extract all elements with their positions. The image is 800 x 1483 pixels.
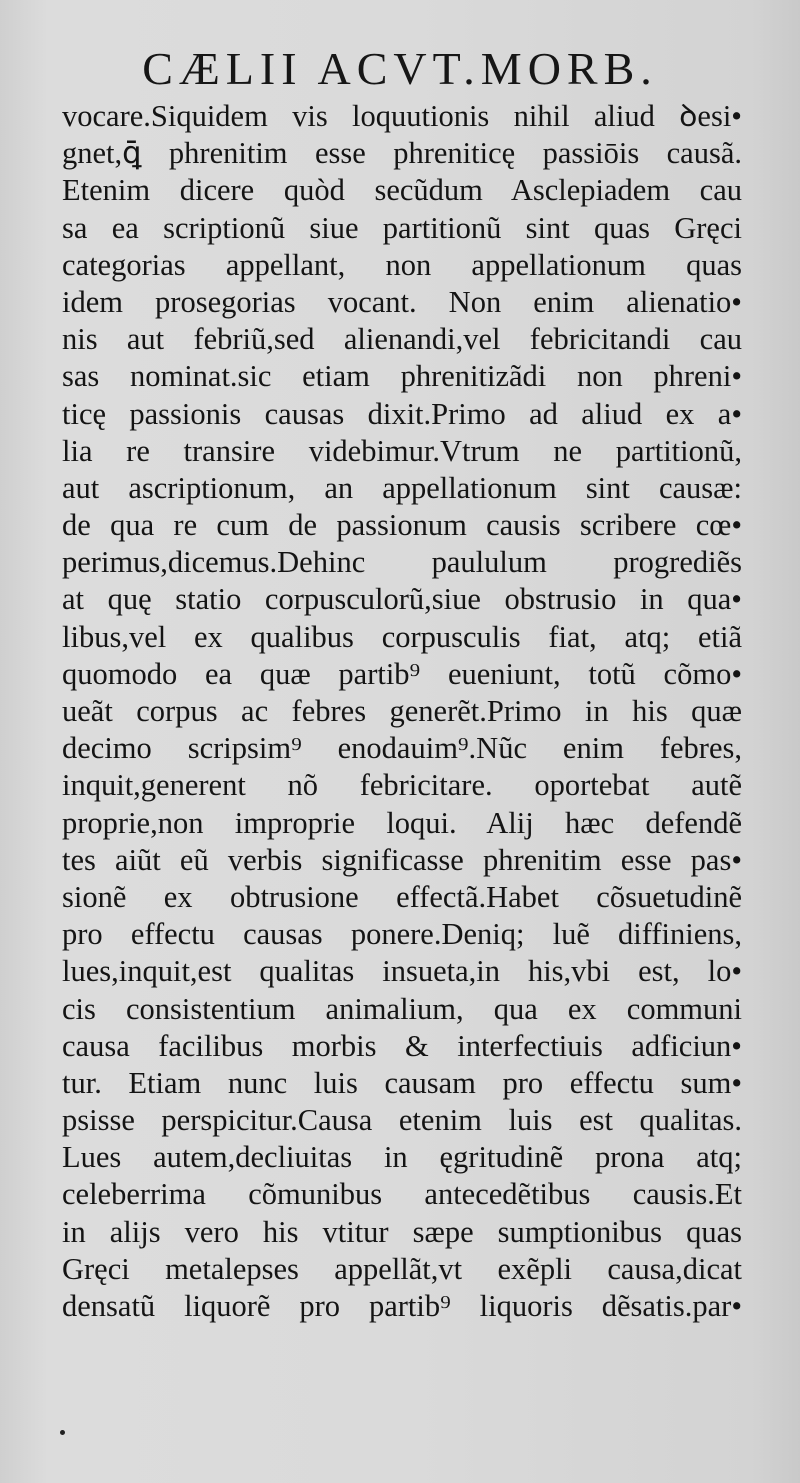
text-line: celeberrima cõmunibus antecedẽtibus causis.Et <box>62 1177 742 1212</box>
text-line: sa ea scriptionũ siue partitionũ sint quas Gręci <box>62 210 742 245</box>
text-line: tur. Etiam nunc luis causam pro effectu sum• <box>62 1065 742 1100</box>
text-line: aut ascriptionum, an appellationum sint causæ: <box>62 470 742 505</box>
text-line: causa facilibus morbis & interfectiuis adficiun• <box>62 1028 742 1063</box>
text-line: Lues autem,decliuitas in ęgritudinẽ prona atq; <box>62 1140 742 1175</box>
text-line: quomodo ea quæ partib⁹ eueniunt, totũ cõmo• <box>62 656 742 691</box>
text-line: densatũ liquorẽ pro partib⁹ liquoris dẽsatis.par• <box>62 1289 742 1323</box>
text-line: proprie,non improprie loqui. Alij hæc defendẽ <box>62 805 742 840</box>
text-line: sas nominat.sic etiam phrenitizãdi non phreni• <box>62 359 742 394</box>
text-line: ueãt corpus ac febres generẽt.Primo in his quæ <box>62 694 742 728</box>
running-head: CÆLII ACVT.MORB. <box>142 43 658 94</box>
text-line: libus,vel ex qualibus corpusculis fiat, atq; etiã <box>62 619 742 654</box>
text-line: at quę statio corpusculorũ,siue obstrusio in qua• <box>62 582 742 617</box>
body-text <box>62 98 742 1325</box>
text-line: Etenim dicere quòd secũdum Asclepiadem cau <box>62 173 742 208</box>
text-line: tes aiũt eũ verbis significasse phrenitim esse pas• <box>62 842 742 877</box>
text-line: gnet,ꝗ̄ phrenitim esse phreniticę passiōis causã. <box>62 136 742 171</box>
text-line: idem prosegorias vocant. Non enim alienatio• <box>62 284 742 319</box>
text-line: in alijs vero his vtitur sæpe sumptionibus quas <box>62 1214 742 1249</box>
text-line: psisse perspicitur.Causa etenim luis est qualitas. <box>62 1103 742 1138</box>
text-line: decimo scripsim⁹ enodauim⁹.Nũc enim febres, <box>62 731 742 766</box>
ink-speck <box>60 1430 65 1435</box>
text-line: pro effectu causas ponere.Deniq; luẽ diffiniens, <box>62 917 742 952</box>
text-line: de qua re cum de passionum causis scribere cœ• <box>62 508 742 543</box>
text-line: vocare.Siquidem vis loquutionis nihil aliud ꝺesi• <box>62 99 742 133</box>
text-line: ticę passionis causas dixit.Primo ad aliud ex a• <box>62 396 742 431</box>
text-line: lia re transire videbimur.Vtrum ne partitionũ, <box>62 433 742 468</box>
text-line: nis aut febriũ,sed alienandi,vel febricitandi cau <box>62 322 742 357</box>
text-line: Gręci metalepses appellãt,vt exẽpli causa,dicat <box>62 1251 742 1286</box>
text-line: lues,inquit,est qualitas insueta,in his,vbi est, lo• <box>62 954 742 989</box>
text-line: cis consistentium animalium, qua ex communi <box>62 991 742 1026</box>
text-line: inquit,generent nõ febricitare. oportebat autẽ <box>62 768 742 803</box>
text-line: sionẽ ex obtrusione effectã.Habet cõsuetudinẽ <box>62 879 742 914</box>
text-line: categorias appellant, non appellationum quas <box>62 247 742 282</box>
text-line: perimus,dicemus.Dehinc paululum progrediẽs <box>62 545 742 580</box>
